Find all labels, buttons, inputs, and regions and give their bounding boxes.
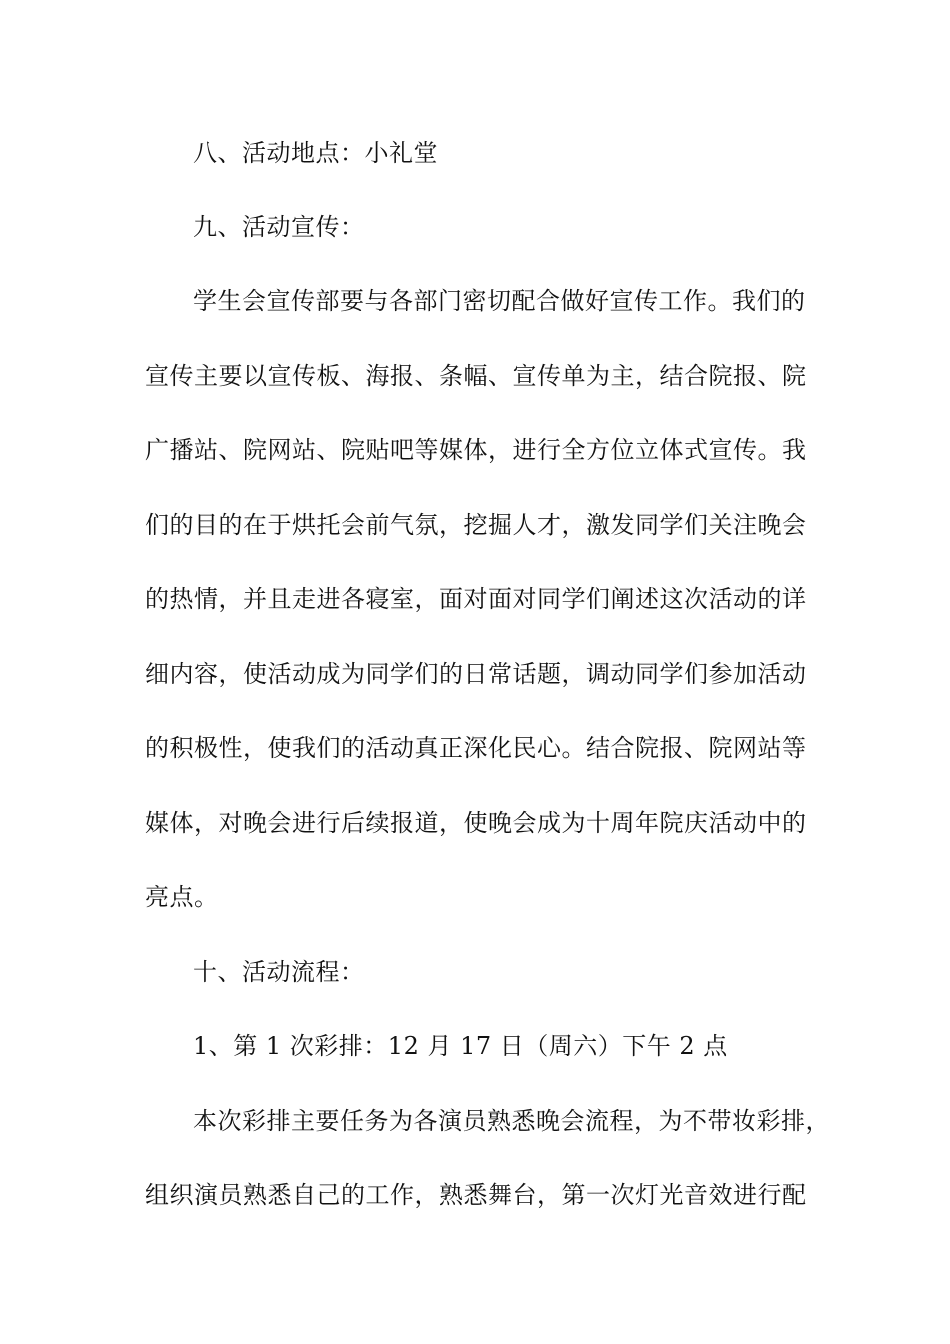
paragraph-line: 组织演员熟悉自己的工作，熟悉舞台，第一次灯光音效进行配 <box>145 1181 807 1209</box>
paragraph-line: 本次彩排主要任务为各演员熟悉晚会流程，为不带妆彩排， <box>193 1107 830 1135</box>
section-heading-process: 十、活动流程： <box>193 958 365 986</box>
paragraph-line: 们的目的在于烘托会前气氛，挖掘人才，激发同学们关注晚会 <box>145 511 807 539</box>
paragraph-line: 的热情，并且走进各寝室，面对面对同学们阐述这次活动的详 <box>145 585 807 613</box>
section-heading-location: 八、活动地点：小礼堂 <box>193 139 438 167</box>
paragraph-line: 广播站、院网站、院贴吧等媒体，进行全方位立体式宣传。我 <box>145 436 807 464</box>
paragraph-line: 的积极性，使我们的活动真正深化民心。结合院报、院网站等 <box>145 734 807 762</box>
section-heading-publicity: 九、活动宣传： <box>193 213 365 241</box>
paragraph-line: 学生会宣传部要与各部门密切配合做好宣传工作。我们的 <box>193 287 806 315</box>
paragraph-line: 宣传主要以宣传板、海报、条幅、宣传单为主，结合院报、院 <box>145 362 807 390</box>
list-item-rehearsal-1: 1、第 1 次彩排：12 月 17 日（周六）下午 2 点 <box>193 1032 728 1060</box>
paragraph-line: 亮点。 <box>145 883 219 911</box>
paragraph-line: 媒体，对晚会进行后续报道，使晚会成为十周年院庆活动中的 <box>145 809 807 837</box>
paragraph-line: 细内容，使活动成为同学们的日常话题，调动同学们参加活动 <box>145 660 807 688</box>
